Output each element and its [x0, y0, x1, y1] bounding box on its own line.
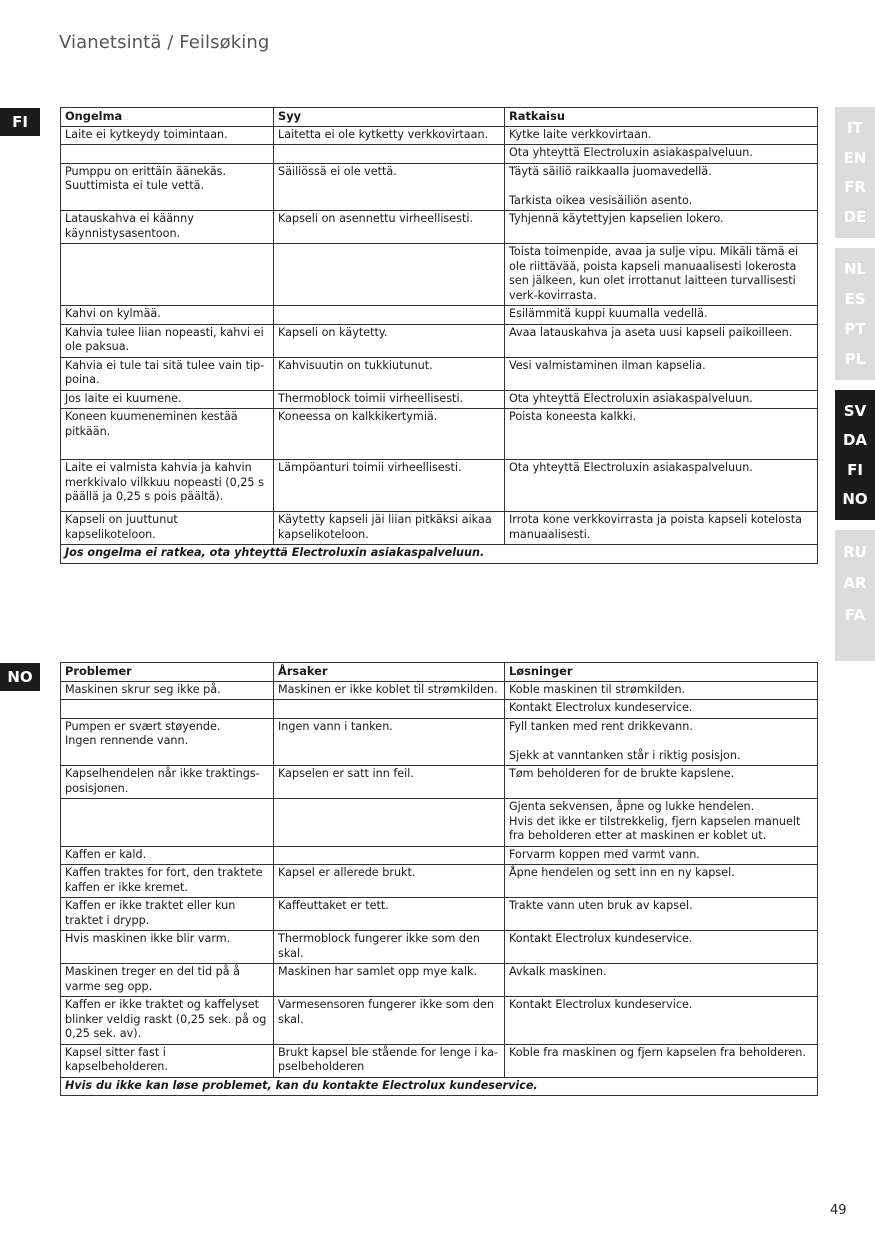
table-row [61, 211, 818, 244]
table-cell [274, 306, 505, 325]
table-cell: Trakte vann uten bruk av kapsel. [505, 898, 818, 931]
table-cell [274, 799, 505, 847]
language-tab-fi: FI [847, 460, 863, 479]
table-row [61, 324, 818, 357]
table-cell: Thermoblock toimii virheellisesti. [274, 390, 505, 409]
language-tab-es: ES [844, 290, 866, 308]
table-row [61, 145, 818, 164]
language-tab-fa: FA [844, 606, 866, 625]
table-row [61, 865, 818, 898]
language-marker-fi: FI [0, 108, 40, 136]
table-cell: Kapsel sitter fast i kapselbeholderen. [61, 1044, 274, 1077]
table-cell: Laite ei valmista kahvia ja kahvin merkkivalo vilkkuu nopeasti (0,25 s päällä ja 0,25 s pois päältä). [61, 460, 274, 512]
table-cell [274, 244, 505, 306]
table-row [61, 700, 818, 719]
table-row [61, 163, 818, 211]
table-cell: Kapseli on juuttunut kapselikoteloon. [61, 512, 274, 545]
table-cell: Latauskahva ei käänny käynnistysasentoon. [61, 211, 274, 244]
language-tab-group [835, 530, 875, 661]
table-cell: Kapsel er allerede brukt. [274, 865, 505, 898]
table-cell: Kapseli on asennettu virheellisesti. [274, 211, 505, 244]
table-cell: Forvarm koppen med varmt vann. [505, 846, 818, 865]
table-cell: Irrota kone verkkovirrasta ja poista kapseli kotelosta manuaalisesti. [505, 512, 818, 545]
table-cell: Jos laite ei kuumene. [61, 390, 274, 409]
language-tab-group-active [835, 390, 875, 520]
table-cell: Pumpen er svært støyende. Ingen rennende vann. [61, 718, 274, 766]
table-cell: Tyhjennä käytettyjen kapselien lokero. [505, 211, 818, 244]
table-cell: Maskinen treger en del tid på å varme seg opp. [61, 964, 274, 997]
table-cell: Ingen vann i tanken. [274, 718, 505, 766]
table-cell: Ota yhteyttä Electroluxin asiakaspalveluun. [505, 145, 818, 164]
table-cell: Toista toimenpide, avaa ja sulje vipu. Mikäli tämä ei ole riittävää, poista kapseli manuaalisesti lokerosta sen jälkeen, kun olet irrottanut laitteen turvallisesti verk-kovirrasta. [505, 244, 818, 306]
column-header: Syy [274, 108, 505, 127]
language-tab-de: DE [843, 208, 867, 227]
table-cell: Fyll tanken med rent drikkevann. Sjekk at vanntanken står i riktig posisjon. [505, 718, 818, 766]
table-cell: Kahvia tulee liian nopeasti, kahvi ei ole paksua. [61, 324, 274, 357]
troubleshooting-table-no [60, 662, 818, 1096]
table-row [61, 409, 818, 460]
table-footer-row [61, 1077, 818, 1096]
table-cell: Lämpöanturi toimii virheellisesti. [274, 460, 505, 512]
table-row [61, 931, 818, 964]
language-tab-sv: SV [843, 401, 867, 420]
column-header: Ongelma [61, 108, 274, 127]
table-row [61, 846, 818, 865]
table-cell: Kaffen traktes for fort, den traktete kaffen er ikke kremet. [61, 865, 274, 898]
table-row [61, 460, 818, 512]
table-row [61, 1044, 818, 1077]
table-cell [274, 700, 505, 719]
table-cell: Kapselhendelen når ikke traktings-posisjonen. [61, 766, 274, 799]
language-tab-da: DA [842, 431, 868, 450]
table-footer-note: Hvis du ikke kan løse problemet, kan du kontakte Electrolux kundeservice. [61, 1077, 818, 1096]
troubleshooting-table-fi [60, 107, 818, 564]
table-cell: Ota yhteyttä Electroluxin asiakaspalveluun. [505, 460, 818, 512]
table-cell: Tøm beholderen for de brukte kapslene. [505, 766, 818, 799]
language-tab-it: IT [847, 118, 863, 137]
table-cell: Avaa latauskahva ja aseta uusi kapseli paikoilleen. [505, 324, 818, 357]
table-cell: Maskinen har samlet opp mye kalk. [274, 964, 505, 997]
language-tab-fr: FR [844, 178, 866, 197]
table-cell [61, 700, 274, 719]
table-cell [61, 145, 274, 164]
table-cell: Thermoblock fungerer ikke som den skal. [274, 931, 505, 964]
table-row [61, 357, 818, 390]
table-row [61, 997, 818, 1045]
table-cell: Pumppu on erittäin äänekäs. Suuttimista ei tule vettä. [61, 163, 274, 211]
language-tab-en: EN [843, 148, 867, 167]
table-footer-row [61, 545, 818, 564]
table-cell: Laitetta ei ole kytketty verkkovirtaan. [274, 126, 505, 145]
table-cell: Kontakt Electrolux kundeservice. [505, 931, 818, 964]
table-cell: Kaffen er kald. [61, 846, 274, 865]
language-tab-group [835, 248, 875, 380]
table-cell: Kapseli on käytetty. [274, 324, 505, 357]
language-tab-nl: NL [843, 260, 867, 278]
language-tab-ru: RU [843, 542, 867, 561]
table-cell: Koneessa on kalkkikertymiä. [274, 409, 505, 460]
language-tab-ar: AR [843, 574, 867, 593]
table-cell: Käytetty kapseli jäi liian pitkäksi aikaa kapselikoteloon. [274, 512, 505, 545]
table-cell: Brukt kapsel ble stående for lenge i ka-pselbeholderen [274, 1044, 505, 1077]
table-cell: Ota yhteyttä Electroluxin asiakaspalveluun. [505, 390, 818, 409]
table-cell: Kontakt Electrolux kundeservice. [505, 997, 818, 1045]
table-cell: Kontakt Electrolux kundeservice. [505, 700, 818, 719]
table-row [61, 718, 818, 766]
table-cell: Vesi valmistaminen ilman kapselia. [505, 357, 818, 390]
table-cell: Kaffeuttaket er tett. [274, 898, 505, 931]
table-cell [61, 244, 274, 306]
table-cell: Säiliössä ei ole vettä. [274, 163, 505, 211]
table-cell [274, 145, 505, 164]
table-cell [274, 846, 505, 865]
table-cell: Hvis maskinen ikke blir varm. [61, 931, 274, 964]
table-row [61, 512, 818, 545]
column-header: Problemer [61, 663, 274, 682]
table-cell: Kahvisuutin on tukkiutunut. [274, 357, 505, 390]
table-cell: Kaffen er ikke traktet og kaffelyset blinker veldig raskt (0,25 sek. på og 0,25 sek. av). [61, 997, 274, 1045]
table-cell: Varmesensoren fungerer ikke som den skal. [274, 997, 505, 1045]
table-cell: Kapselen er satt inn feil. [274, 766, 505, 799]
table-cell: Koble maskinen til strømkilden. [505, 681, 818, 700]
table-row [61, 898, 818, 931]
table-cell: Laite ei kytkeydy toimintaan. [61, 126, 274, 145]
table-row [61, 766, 818, 799]
language-tab-no: NO [842, 490, 868, 509]
table-footer-note: Jos ongelma ei ratkea, ota yhteyttä Electroluxin asiakaspalveluun. [61, 545, 818, 564]
table-cell: Gjenta sekvensen, åpne og lukke hendelen. Hvis det ikke er tilstrekkelig, fjern kapselen manuelt fra beholderen etter at maskinen er koblet ut. [505, 799, 818, 847]
table-cell [61, 799, 274, 847]
table-cell: Koneen kuumeneminen kestää pitkään. [61, 409, 274, 460]
table-row [61, 244, 818, 306]
table-cell: Kaffen er ikke traktet eller kun traktet i drypp. [61, 898, 274, 931]
language-marker-no: NO [0, 663, 40, 691]
table-row [61, 964, 818, 997]
table-cell: Åpne hendelen og sett inn en ny kapsel. [505, 865, 818, 898]
table-cell: Kahvia ei tule tai sitä tulee vain tip-poina. [61, 357, 274, 390]
table-cell: Täytä säiliö raikkaalla juomavedellä. Tarkista oikea vesisäiliön asento. [505, 163, 818, 211]
table-cell: Maskinen skrur seg ikke på. [61, 681, 274, 700]
column-header: Årsaker [274, 663, 505, 682]
table-row [61, 390, 818, 409]
column-header: Løsninger [505, 663, 818, 682]
page-number: 49 [830, 1203, 847, 1218]
page-title: Vianetsintä / Feilsøking [59, 32, 270, 53]
table-cell: Koble fra maskinen og fjern kapselen fra beholderen. [505, 1044, 818, 1077]
table-header-row [61, 108, 818, 127]
table-row [61, 126, 818, 145]
table-cell: Maskinen er ikke koblet til strømkilden. [274, 681, 505, 700]
table-cell: Poista koneesta kalkki. [505, 409, 818, 460]
table-cell: Avkalk maskinen. [505, 964, 818, 997]
table-cell: Kytke laite verkkovirtaan. [505, 126, 818, 145]
language-tab-group [835, 107, 875, 238]
table-row [61, 799, 818, 847]
table-header-row [61, 663, 818, 682]
column-header: Ratkaisu [505, 108, 818, 127]
language-tab-pl: PL [844, 350, 866, 368]
language-tab-pt: PT [844, 320, 866, 338]
table-cell: Esilämmitä kuppi kuumalla vedellä. [505, 306, 818, 325]
table-cell: Kahvi on kylmää. [61, 306, 274, 325]
table-row [61, 306, 818, 325]
table-row [61, 681, 818, 700]
